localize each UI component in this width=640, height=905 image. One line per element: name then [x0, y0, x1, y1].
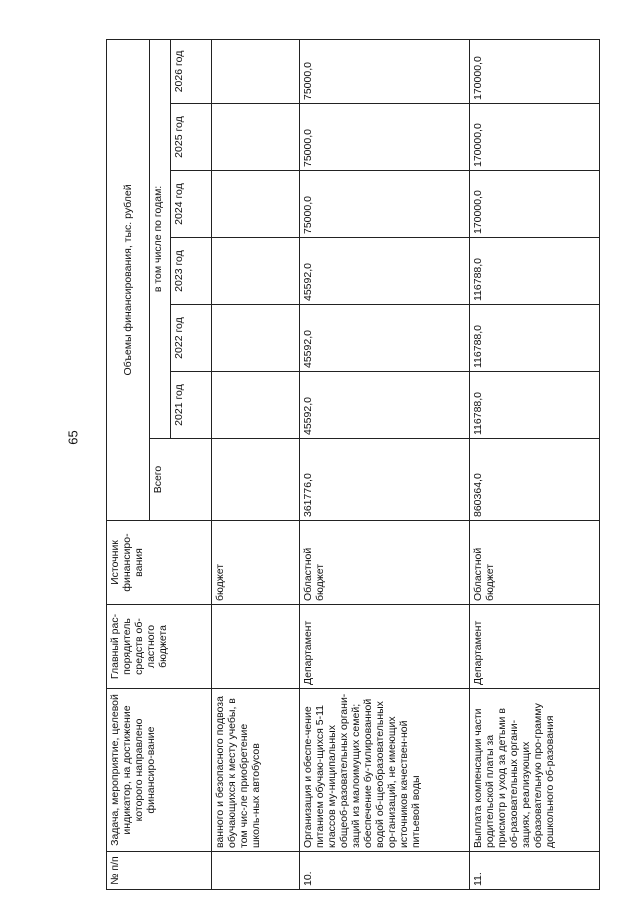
cell-total: 860364,0 [470, 439, 600, 521]
header-year: 2022 год [171, 305, 212, 372]
cell-source: Областной бюджет [470, 521, 600, 605]
header-year: 2023 год [171, 238, 212, 305]
header-row-1 [107, 39, 150, 889]
cell-year [212, 238, 300, 305]
cell-source: бюджет [212, 521, 300, 605]
table-row [212, 39, 300, 889]
cell-year: 170000,0 [470, 104, 600, 171]
header-year: 2026 год [171, 39, 212, 103]
cell-year: 75000,0 [300, 39, 470, 103]
cell-manager: Департамент [470, 605, 600, 689]
cell-task: Организация и обеспе-чение питанием обучаю-щихся 5-11 классов му-ниципальных общеоб-разовательных органи-заций из малоимущих семей; обеспечение бу-тилированной водой об-щеобразовательных ор-ганизаций, не имеющих источников качествен-ной питьевой воды [300, 689, 470, 852]
cell-manager: Департамент [300, 605, 470, 689]
financing-table [106, 39, 600, 890]
cell-year: 45592,0 [300, 238, 470, 305]
rotated-table-container [106, 40, 583, 890]
cell-task: ванного и безопасного подвоза обучающихся к месту учебы, в том чис-ле приобретение школь-ных автобусов [212, 689, 300, 852]
cell-year: 116788,0 [470, 372, 600, 439]
cell-year: 170000,0 [470, 39, 600, 103]
cell-year [212, 372, 300, 439]
header-total: Всего [150, 439, 212, 521]
header-year: 2021 год [171, 372, 212, 439]
cell-year: 170000,0 [470, 171, 600, 238]
header-source: Источник финансиро-вания [107, 521, 212, 605]
cell-manager [212, 605, 300, 689]
cell-total: 361776,0 [300, 439, 470, 521]
table-row [470, 39, 600, 889]
cell-year: 75000,0 [300, 104, 470, 171]
header-task: Задача, мероприятие, целевой индикатор, на достижение которого направлено финансиро-вание [107, 689, 212, 852]
cell-year [212, 104, 300, 171]
cell-year: 116788,0 [470, 305, 600, 372]
cell-year: 116788,0 [470, 238, 600, 305]
cell-total [212, 439, 300, 521]
page-number: 65 [65, 430, 81, 445]
header-by-years: в том числе по годам: [150, 39, 171, 438]
cell-year: 45592,0 [300, 305, 470, 372]
cell-year: 45592,0 [300, 372, 470, 439]
cell-year: 75000,0 [300, 171, 470, 238]
cell-num: 11. [470, 852, 600, 890]
cell-num: 10. [300, 852, 470, 890]
header-year: 2025 год [171, 104, 212, 171]
cell-year [212, 305, 300, 372]
header-year: 2024 год [171, 171, 212, 238]
cell-source: Областной бюджет [300, 521, 470, 605]
header-num: № п/п [107, 852, 212, 890]
header-volumes: Объемы финансирования, тыс. рублей [107, 39, 150, 520]
cell-task: Выплата компенсации части родительской платы за присмотр и уход за детьми в об-разовательных органи-зациях, реализующих образовательную про-грамму дошкольного об-разования [470, 689, 600, 852]
cell-num [212, 852, 300, 890]
table-row [300, 39, 470, 889]
header-manager: Главный рас-порядитель средств об-ластного бюджета [107, 605, 212, 689]
cell-year [212, 39, 300, 103]
cell-year [212, 171, 300, 238]
